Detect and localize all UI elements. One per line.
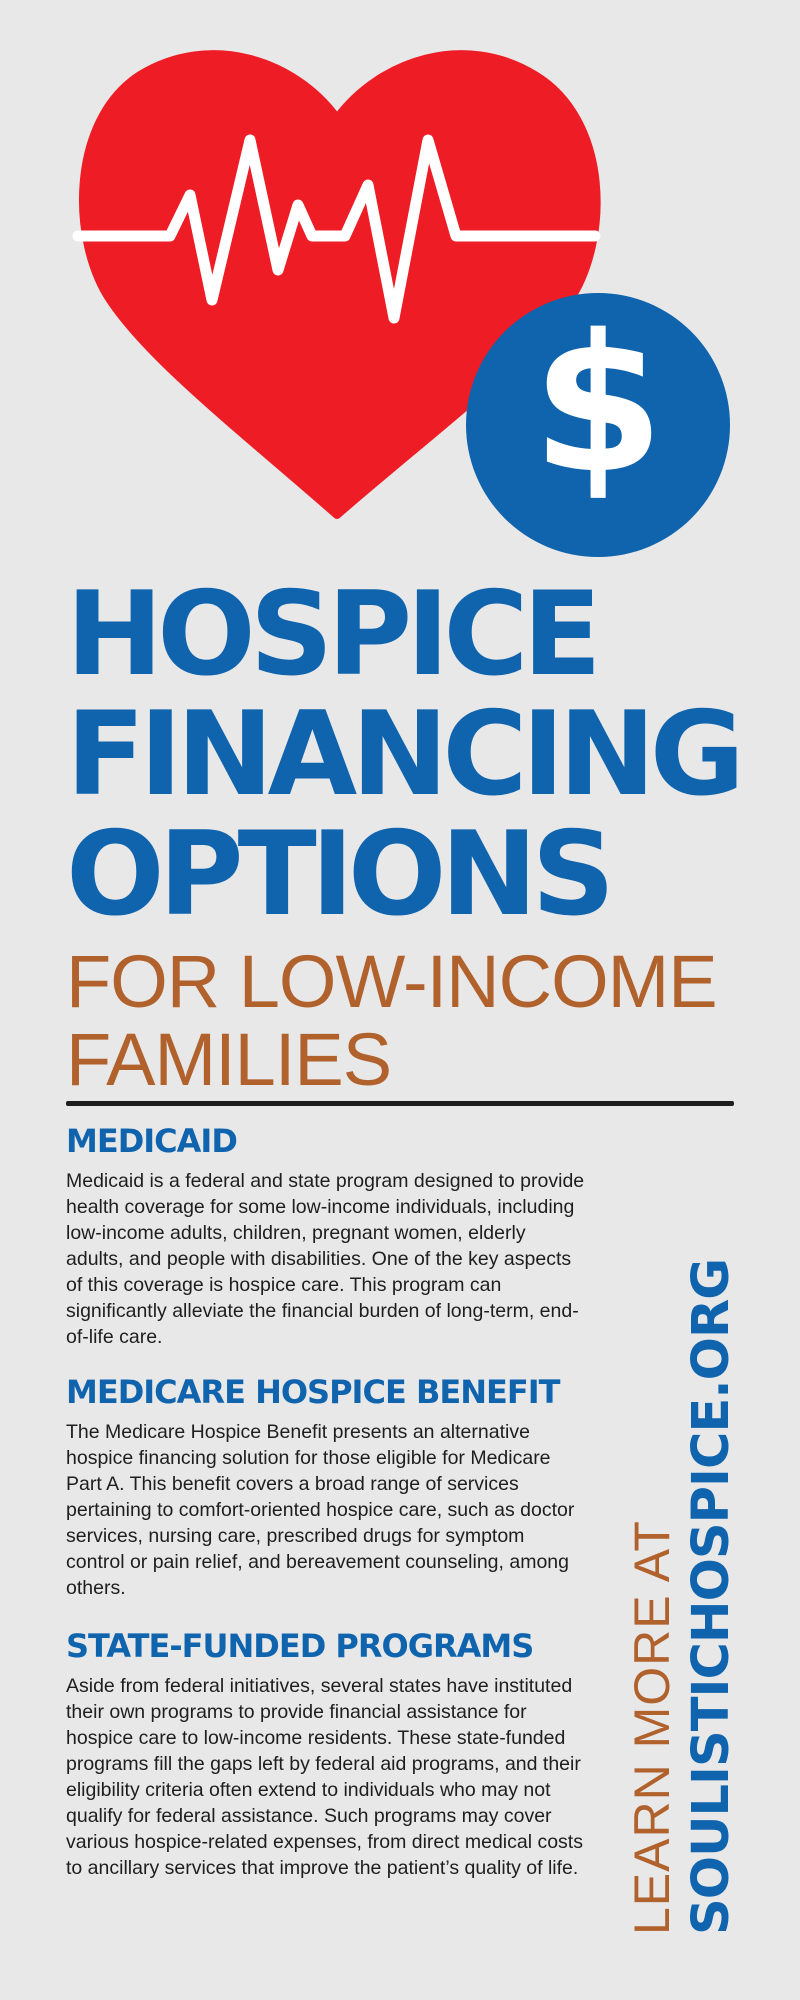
cta-learn-more: LEARN MORE AT — [624, 1520, 680, 1935]
section-heading: MEDICAID — [66, 1122, 237, 1160]
section-state-funded — [66, 1627, 586, 1881]
section-medicaid — [66, 1122, 586, 1350]
vertical-cta — [622, 1259, 742, 1935]
section-heading: MEDICARE HOSPICE BENEFIT — [66, 1373, 560, 1411]
section-medicare — [66, 1373, 586, 1601]
cta-website-link[interactable]: SOULISTICHOSPICE.ORG — [682, 1258, 741, 1935]
hero-illustration — [0, 0, 800, 570]
section-body: The Medicare Hospice Benefit presents an alternative hospice financing solution for those eligible for Medicare Part A. This benefit covers a broad range of services pertaining to comfort-oriented hospice care, such as doctor services, nursing care, prescribed drugs for symptom control or pain relief, and bereavement counseling, among others. — [66, 1421, 575, 1599]
title-line-2: FINANCING — [66, 687, 739, 822]
dollar-symbol: $ — [531, 294, 665, 515]
title-line-1: HOSPICE — [66, 567, 596, 702]
title-block — [66, 567, 766, 1101]
section-body: Aside from federal initiatives, several states have instituted their own programs to provide financial assistance for hospice care to low-income residents. These state-funded programs fill the gaps left by federal aid programs, and their eligibility criteria often extend to individuals who may not qualify for federal assistance. Such programs may cover various hospice-related expenses, from direct medical costs to ancillary services that improve the patient’s quality of life. — [66, 1675, 583, 1879]
subtitle-line-1: FOR LOW-INCOME — [66, 940, 717, 1023]
title-line-3: OPTIONS — [66, 807, 610, 942]
section-heading: STATE-FUNDED PROGRAMS — [66, 1627, 534, 1665]
subtitle-line-2: FAMILIES — [66, 1018, 392, 1101]
dollar-circle-icon — [466, 293, 730, 557]
section-body: Medicaid is a federal and state program designed to provide health coverage for some low-income individuals, including low-income adults, children, pregnant women, elderly adults, and people with disabilities. One of the key aspects of this coverage is hospice care. This program can significantly alleviate the financial burden of long-term, end-of-life care. — [66, 1170, 585, 1348]
section-divider — [66, 1101, 734, 1106]
